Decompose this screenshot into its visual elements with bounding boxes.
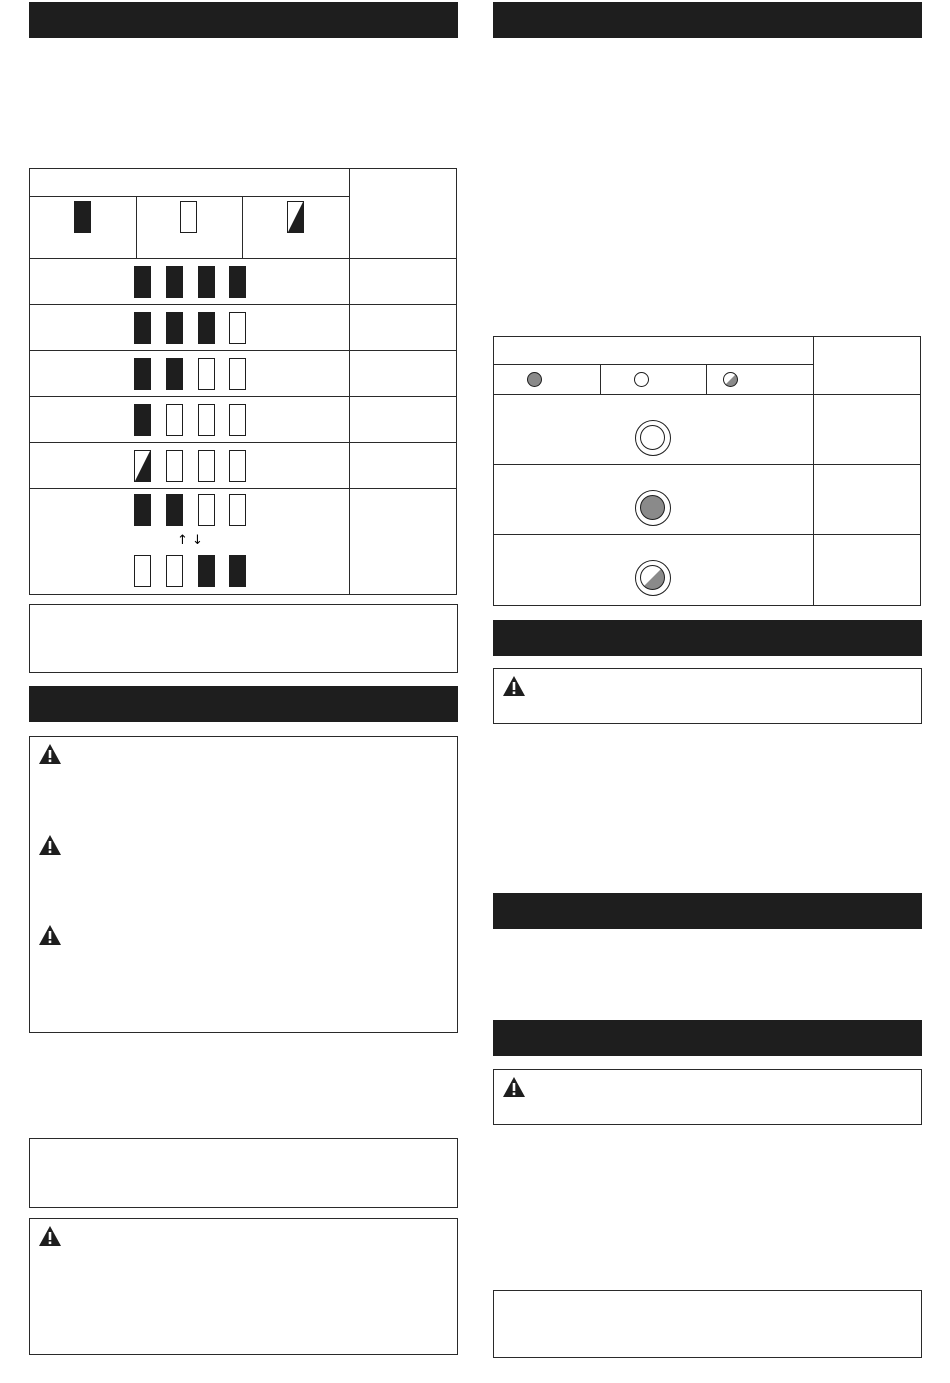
- lamp-lit-icon: [635, 490, 671, 526]
- lamp-blinking-icon: [723, 372, 738, 387]
- note-box: [29, 1138, 458, 1208]
- warning-triangle-icon: [502, 1076, 526, 1098]
- table-divider: [494, 394, 920, 395]
- table-divider: [30, 258, 456, 259]
- indicator-off-icon: [180, 201, 197, 233]
- lamp-indicator-table: [493, 336, 921, 606]
- caution-box: [493, 668, 922, 724]
- table-divider: [494, 534, 920, 535]
- indicator-lit-icon: [74, 201, 91, 233]
- indicator-lit-icon: [229, 555, 246, 587]
- table-divider: [136, 196, 137, 258]
- warning-triangle-icon: [38, 743, 62, 765]
- table-divider: [813, 337, 814, 605]
- indicator-lit-icon: [134, 266, 151, 298]
- table-divider: [30, 304, 456, 305]
- section-header-bar: [493, 620, 922, 656]
- indicator-lit-icon: [229, 266, 246, 298]
- indicator-lit-icon: [134, 404, 151, 436]
- warning-triangle-icon: [38, 924, 62, 946]
- indicator-off-icon: [166, 555, 183, 587]
- lamp-off-icon: [635, 420, 671, 456]
- note-box: [29, 604, 458, 673]
- table-divider: [706, 364, 707, 394]
- lamp-blinking-icon: [635, 560, 671, 596]
- indicator-off-icon: [229, 358, 246, 390]
- warning-triangle-icon: [502, 675, 526, 697]
- indicator-off-icon: [229, 404, 246, 436]
- table-divider: [30, 396, 456, 397]
- table-divider: [30, 442, 456, 443]
- table-divider: [600, 364, 601, 394]
- arrow-down-icon: ↓: [192, 533, 203, 548]
- table-divider: [242, 196, 243, 258]
- table-divider: [30, 196, 349, 197]
- warning-triangle-icon: [38, 834, 62, 856]
- table-divider: [30, 488, 456, 489]
- section-header-bar: [493, 893, 922, 929]
- indicator-off-icon: [198, 450, 215, 482]
- indicator-lit-icon: [134, 312, 151, 344]
- section-header-bar: [493, 2, 922, 38]
- note-box: [493, 1290, 922, 1358]
- indicator-off-icon: [198, 358, 215, 390]
- indicator-off-icon: [198, 494, 215, 526]
- table-divider: [494, 364, 813, 365]
- table-divider: [349, 169, 350, 594]
- table-divider: [30, 350, 456, 351]
- indicator-off-icon: [198, 404, 215, 436]
- caution-box: [29, 1218, 458, 1355]
- indicator-blinking-icon: [287, 201, 304, 233]
- section-header-bar: [29, 2, 458, 38]
- indicator-off-icon: [229, 494, 246, 526]
- indicator-lit-icon: [198, 312, 215, 344]
- indicator-lit-icon: [198, 266, 215, 298]
- caution-box: [29, 736, 458, 1033]
- battery-indicator-table: [29, 168, 457, 595]
- indicator-lit-icon: [166, 494, 183, 526]
- table-divider: [494, 464, 920, 465]
- indicator-off-icon: [134, 555, 151, 587]
- arrow-up-icon: ↑: [177, 533, 188, 548]
- indicator-lit-icon: [166, 358, 183, 390]
- caution-box: [493, 1069, 922, 1125]
- section-header-bar: [493, 1020, 922, 1056]
- indicator-lit-icon: [198, 555, 215, 587]
- warning-triangle-icon: [38, 1225, 62, 1247]
- indicator-lit-icon: [134, 358, 151, 390]
- indicator-blinking-icon: [134, 450, 151, 482]
- indicator-off-icon: [229, 450, 246, 482]
- lamp-lit-icon: [527, 372, 542, 387]
- section-header-bar: [29, 686, 458, 722]
- indicator-off-icon: [166, 404, 183, 436]
- indicator-off-icon: [229, 312, 246, 344]
- indicator-off-icon: [166, 450, 183, 482]
- lamp-off-icon: [634, 372, 649, 387]
- indicator-lit-icon: [166, 312, 183, 344]
- indicator-lit-icon: [166, 266, 183, 298]
- indicator-lit-icon: [134, 494, 151, 526]
